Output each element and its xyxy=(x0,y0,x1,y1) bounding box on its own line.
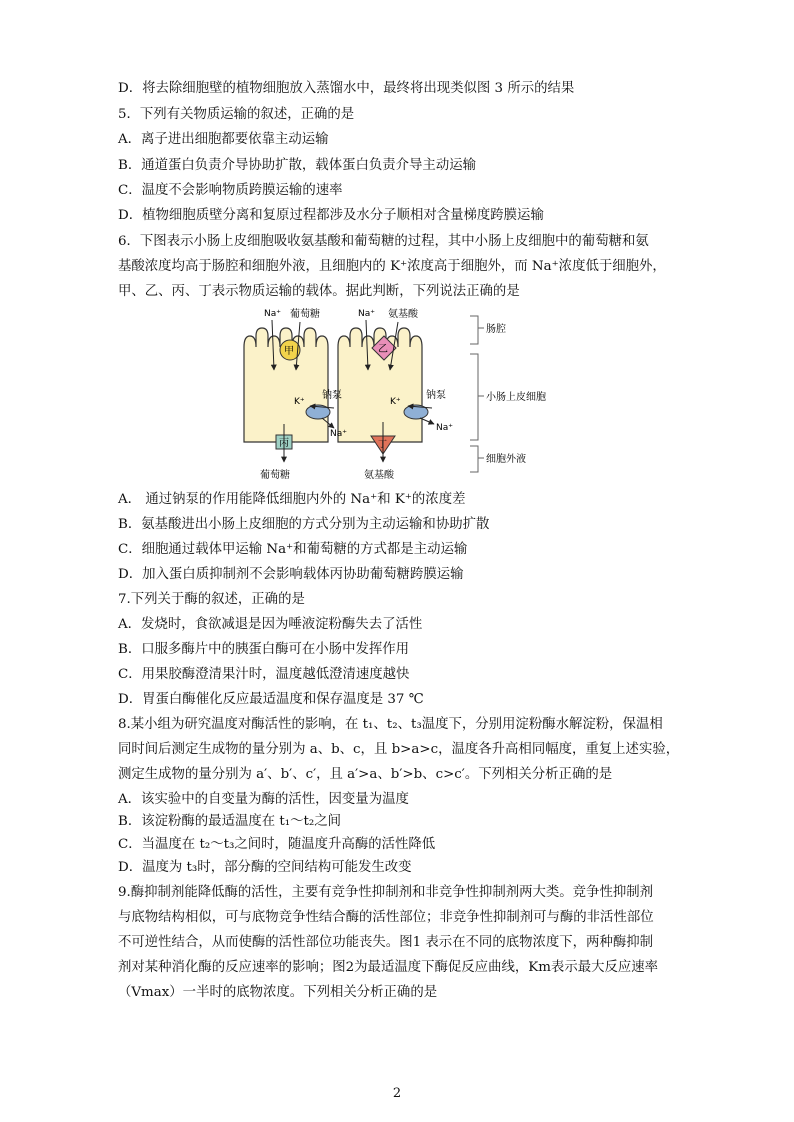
text-line: C．温度不会影响物质跨膜运输的速率 xyxy=(118,183,343,198)
label-cell: 小肠上皮细胞 xyxy=(486,392,546,403)
text-line: 同时间后测定生成物的量分别为 a、b、c，且 b>a>c，温度各升高相同幅度，重复上述实验， xyxy=(118,742,680,757)
text-line: 不可逆性结合，从而使酶的活性部位功能丧失。图1 表示在不同的底物浓度下，两种酶抑制 xyxy=(118,935,654,950)
text-line: 7.下列关于酶的叙述，正确的是 xyxy=(118,592,305,607)
glucose-top-label: 葡萄糖 xyxy=(290,309,320,320)
text-line: C．用果胶酶澄清果汁时，温度越低澄清速度越快 xyxy=(118,667,410,682)
text-line: A． 通过钠泵的作用能降低细胞内外的 Na⁺和 K⁺的浓度差 xyxy=(118,492,466,507)
carrier-yi-label: 乙 xyxy=(378,344,388,355)
text-line: D．温度为 t₃时，部分酶的空间结构可能发生改变 xyxy=(118,860,412,875)
carrier-ding-label: 丁 xyxy=(378,440,388,450)
text-line: C．当温度在 t₂～t₃之间时，随温度升高酶的活性降低 xyxy=(118,837,436,852)
text-line: A．该实验中的自变量为酶的活性，因变量为温度 xyxy=(118,792,409,807)
text-line: 8.某小组为研究温度对酶活性的影响，在 t₁、t₂、t₃温度下，分别用淀粉酶水解淀粉，保温相 xyxy=(118,717,663,732)
amino-bottom-label: 氨基酸 xyxy=(364,470,394,481)
label-fluid: 细胞外液 xyxy=(486,454,526,465)
carrier-bing-label: 丙 xyxy=(279,438,289,449)
text-line: B．该淀粉酶的最适温度在 t₁～t₂之间 xyxy=(118,814,342,829)
pump-label-right: 钠泵 xyxy=(426,390,446,401)
text-line: 甲、乙、丙、丁表示物质运输的载体。据此判断，下列说法正确的是 xyxy=(118,284,520,299)
na-label-1: Na⁺ xyxy=(264,309,281,319)
text-line: 测定生成物的量分别为 a′、b′、c′，且 a′>a、b′>b、c>c′。下列相关分析正确的是 xyxy=(118,767,613,782)
amino-top-label: 氨基酸 xyxy=(388,309,418,320)
text-line: D．胃蛋白酶催化反应最适温度和保存温度是 37 ℃ xyxy=(118,692,424,707)
text-line: A．离子进出细胞都要依靠主动运输 xyxy=(118,132,329,147)
text-line: A．发烧时，食欲减退是因为唾液淀粉酶失去了活性 xyxy=(118,617,423,632)
text-line: 5．下列有关物质运输的叙述，正确的是 xyxy=(118,107,355,122)
text-line: 与底物结构相似，可与底物竞争性结合酶的活性部位；非竞争性抑制剂可与酶的非活性部位 xyxy=(118,910,654,925)
na-out-left: Na⁺ xyxy=(330,429,347,439)
text-line: C．细胞通过载体甲运输 Na⁺和葡萄糖的方式都是主动运输 xyxy=(118,542,468,557)
text-line: B．口服多酶片中的胰蛋白酶可在小肠中发挥作用 xyxy=(118,642,410,657)
text-line: （Vmax）一半时的底物浓度。下列相关分析正确的是 xyxy=(118,985,438,1000)
text-line: D．植物细胞质壁分离和复原过程都涉及水分子顺相对含量梯度跨膜运输 xyxy=(118,208,544,223)
text-line: 基酸浓度均高于肠腔和细胞外液，且细胞内的 K⁺浓度高于细胞外，而 Na⁺浓度低于细胞外， xyxy=(118,259,666,274)
carrier-jia-label: 甲 xyxy=(284,346,294,357)
na-out-right: Na⁺ xyxy=(436,423,453,433)
text-line: B．通道蛋白负责介导协助扩散，载体蛋白负责介导主动运输 xyxy=(118,158,476,173)
k-label-right: K⁺ xyxy=(390,397,401,407)
na-label-2: Na⁺ xyxy=(358,309,375,319)
page-number: 2 xyxy=(392,1086,402,1101)
cell-transport-diagram xyxy=(238,302,558,484)
text-line: 9.酶抑制剂能降低酶的活性，主要有竞争性抑制剂和非竞争性抑制剂两大类。竞争性抑制剂 xyxy=(118,885,654,900)
text-line: D．加入蛋白质抑制剂不会影响载体丙协助葡萄糖跨膜运输 xyxy=(118,567,464,582)
text-line: 6．下图表示小肠上皮细胞吸收氨基酸和葡萄糖的过程，其中小肠上皮细胞中的葡萄糖和氨 xyxy=(118,234,649,249)
label-lumen: 肠腔 xyxy=(486,324,506,335)
pump-label-left: 钠泵 xyxy=(322,390,342,401)
k-label-left: K⁺ xyxy=(294,397,305,407)
glucose-bottom-label: 葡萄糖 xyxy=(260,470,290,481)
text-line: B．氨基酸进出小肠上皮细胞的方式分别为主动运输和协助扩散 xyxy=(118,517,490,532)
text-line: 剂对某种消化酶的反应速率的影响；图2为最适温度下酶促反应曲线，Km表示最大反应速率 xyxy=(118,960,659,975)
text-line: D．将去除细胞壁的植物细胞放入蒸馏水中，最终将出现类似图 3 所示的结果 xyxy=(118,81,575,96)
